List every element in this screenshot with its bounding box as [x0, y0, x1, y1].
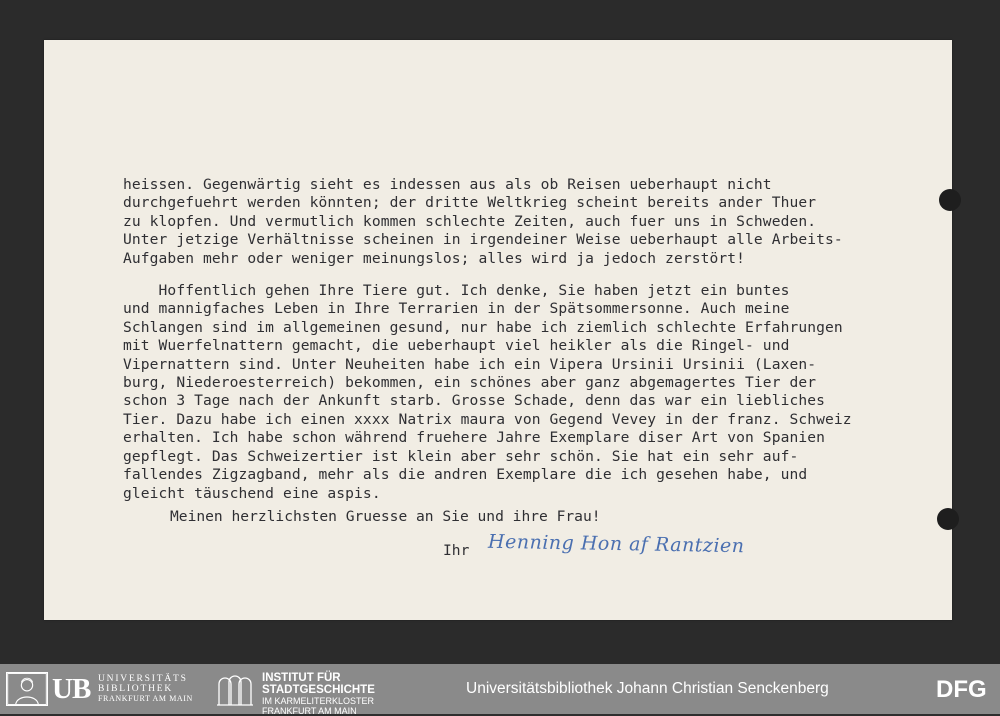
paragraph-gap	[123, 268, 943, 282]
text-line: gepflegt. Das Schweizertier ist klein aber sehr schön. Sie hat ein sehr auf-	[123, 447, 799, 465]
dfg-logo[interactable]	[936, 674, 992, 702]
punch-hole-bottom	[937, 508, 959, 530]
text-line: fallendes Zigzagband, mehr als die andren Exemplare die ich gesehen habe, und	[123, 466, 808, 484]
text-line: Aufgaben mehr oder weniger meinungslos; alles wird ja jedoch zerstört!	[123, 249, 746, 267]
footer-bar	[0, 664, 1000, 714]
portrait-icon	[6, 672, 48, 706]
text-line: Unter jetzige Verhältnisse scheinen in irgendeiner Weise ueberhaupt alle Arbeits-	[123, 231, 843, 249]
text-line: gleicht täuschend eine aspis.	[123, 484, 381, 502]
text-line: Vipernattern sind. Unter Neuheiten habe ich ein Vipera Ursinii Ursinii (Laxen-	[123, 355, 817, 373]
text-line: mit Wuerfelnattern gemacht, die ueberhaupt viel heikler als die Ringel- und	[123, 337, 790, 355]
library-name: Universitätsbibliothek Johann Christian Senckenberg	[466, 680, 829, 697]
handwritten-signature: Henning Hon af Rantzien	[487, 530, 745, 558]
isg-line-1: INSTITUT FÜR	[262, 672, 341, 684]
ub-letters: UB	[52, 673, 91, 705]
text-line: durchgefuehrt werden könnten; der dritte Weltkrieg scheint bereits ander Thuer	[123, 194, 817, 212]
text-line: und mannigfaches Leben in Ihre Terrarien in der Spätsommersonne. Auch meine	[123, 300, 790, 318]
text-line: Hoffentlich gehen Ihre Tiere gut. Ich denke, Sie haben jetzt ein buntes	[123, 282, 790, 300]
dfg-text: DFG	[936, 676, 987, 702]
ub-logo[interactable]	[6, 672, 94, 706]
ub-line-3: FRANKFURT AM MAIN	[98, 694, 193, 703]
text-line: zu klopfen. Und vermutlich kommen schlechte Zeiten, auch fuer uns in Schweden.	[123, 212, 817, 230]
paragraph-1	[123, 176, 943, 268]
isg-arches-icon[interactable]	[216, 672, 254, 706]
ub-text	[98, 674, 193, 704]
isg-line-3: IM KARMELITERKLOSTER	[262, 696, 375, 706]
isg-text	[262, 672, 375, 716]
paragraph-2	[123, 282, 943, 503]
text-line: Schlangen sind im allgemeinen gesund, nur habe ich ziemlich schlechte Erfahrungen	[123, 318, 843, 336]
ub-line-1: UNIVERSITÄTS	[98, 674, 188, 684]
text-line: Tier. Dazu habe ich einen xxxx Natrix maura von Gegend Vevey in der franz. Schweiz	[123, 410, 852, 428]
letter-body	[123, 176, 943, 503]
ub-line-2: BIBLIOTHEK	[98, 684, 173, 694]
text-line: burg, Niederoesterreich) bekommen, ein schönes aber ganz abgemagertes Tier der	[123, 374, 817, 392]
isg-line-2: STADTGESCHICHTE	[262, 684, 375, 696]
text-line: erhalten. Ich habe schon während fruehere Jahre Exemplare diser Art von Spanien	[123, 429, 826, 447]
closing-greeting: Meinen herzlichsten Gruesse an Sie und ihre Frau!	[170, 508, 601, 525]
text-line: schon 3 Tage nach der Ankunft starb. Grosse Schade, denn das war ein liebliches	[123, 392, 826, 410]
isg-line-4: FRANKFURT AM MAIN	[262, 706, 357, 716]
text-line: heissen. Gegenwärtig sieht es indessen aus als ob Reisen ueberhaupt nicht	[123, 176, 772, 193]
closing-ihr: Ihr	[443, 542, 470, 559]
